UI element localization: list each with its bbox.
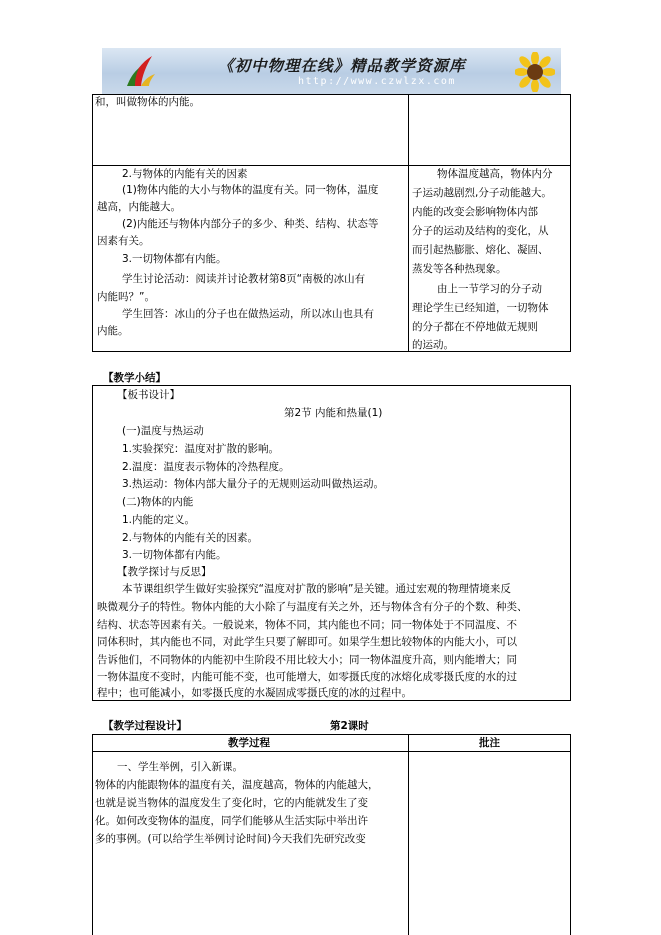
process-line: 物体的内能跟物体的温度有关，温度越高，物体的内能越大， xyxy=(95,779,379,791)
paragraph-line: 学生讨论活动：阅读并讨论教材第8页“南极的冰山有 xyxy=(122,273,366,285)
note-line: 蒸发等各种热现象。 xyxy=(412,263,507,275)
paragraph-line: 3.一切物体都有内能。 xyxy=(122,253,227,265)
column-header-process: 教学过程 xyxy=(228,737,270,749)
paragraph-line: 学生回答：冰山的分子也在做热运动，所以冰山也具有 xyxy=(122,308,374,320)
note-line: 的运动。 xyxy=(412,339,454,351)
logo-icon xyxy=(124,54,158,88)
reflection-line: 告诉他们，不同物体的内能初中生阶段不用比较大小；同一物体温度升高，则内能增大；同 xyxy=(97,654,517,666)
note-line: 内能的改变会影响物体内部 xyxy=(412,206,538,218)
board-line: 1.内能的定义。 xyxy=(122,514,196,526)
board-line: (二)物体的内能 xyxy=(122,496,194,508)
reflection-line: 本节课组织学生做好实验探究“温度对扩散的影响”是关键。通过宏观的物理情境来反 xyxy=(122,583,511,595)
reflection-line: 程中；也可能减小，如零摄氏度的水凝固成零摄氏度的冰的过程中。 xyxy=(97,687,412,699)
board-line: (一)温度与热运动 xyxy=(122,425,204,437)
sunflower-icon xyxy=(515,52,555,92)
note-line: 子运动越剧烈,分子动能越大。 xyxy=(412,187,552,199)
process-heading: 【教学过程设计】 xyxy=(103,720,187,732)
process-line: 化。如何改变物体的温度，同学们能够从生活实际中举出许 xyxy=(95,815,368,827)
paragraph-line: 内能吗？”。 xyxy=(97,291,155,303)
column-header-note: 批注 xyxy=(479,737,500,749)
paragraph-line: (2)内能还与物体内部分子的多少、种类、结构、状态等 xyxy=(122,218,379,230)
board-line: 1.实验探究：温度对扩散的影响。 xyxy=(122,443,280,455)
header-title: 《初中物理在线》精品教学资源库 xyxy=(218,56,466,75)
paragraph-line: 内能。 xyxy=(97,325,129,337)
paragraph-line: 因素有关。 xyxy=(97,235,150,247)
paragraph-line: (1)物体内能的大小与物体的温度有关。同一物体，温度 xyxy=(122,184,379,196)
board-line: 3.热运动：物体内部大量分子的无规则运动叫做热运动。 xyxy=(122,478,385,490)
reflection-line: 映微观分子的特性。物体内能的大小除了与温度有关之外，还与物体含有分子的个数、种类、 xyxy=(97,601,528,613)
note-line: 物体温度越高，物体内分 xyxy=(437,168,553,180)
board-line: 2.温度：温度表示物体的冷热程度。 xyxy=(122,461,290,473)
reflection-line: 一物体温度不变时，内能可能不变，也可能增大，如零摄氏度的冰熔化成零摄氏度的水的过 xyxy=(97,671,517,683)
table-cell-text: 和，叫做物体的内能。 xyxy=(95,96,200,108)
note-line: 由上一节学习的分子动 xyxy=(437,283,542,295)
reflection-line: 结构、状态等因素有关。一般说来，物体不同，其内能也不同；同一物体处于不同温度、不 xyxy=(97,619,517,631)
note-line: 而引起热膨胀、熔化、凝固、 xyxy=(412,244,549,256)
note-line: 分子的运动及结构的变化，从 xyxy=(412,225,549,237)
summary-heading: 【教学小结】 xyxy=(103,372,166,384)
board-line: 2.与物体的内能有关的因素。 xyxy=(122,532,259,544)
board-title: 第2节 内能和热量(1) xyxy=(284,407,383,419)
board-line: 3.一切物体都有内能。 xyxy=(122,549,227,561)
lesson-number: 第2课时 xyxy=(330,720,369,732)
note-line: 理论学生已经知道，一切物体 xyxy=(412,302,549,314)
reflection-line: 同体积时，其内能也不同，对此学生只要了解即可。如果学生想比较物体的内能大小，可以 xyxy=(97,636,517,648)
process-line: 也就是说当物体的温度发生了变化时，它的内能就发生了变 xyxy=(95,797,368,809)
header-url[interactable]: http://www.czwlzx.com xyxy=(298,76,456,87)
process-line: 多的事例。(可以给学生举例讨论时间)今天我们先研究改变 xyxy=(95,833,366,845)
paragraph-line: 越高，内能越大。 xyxy=(97,201,181,213)
note-line: 的分子都在不停地做无规则 xyxy=(412,321,538,333)
process-line: 一、学生举例，引入新课。 xyxy=(117,761,243,773)
board-label: 【板书设计】 xyxy=(117,389,180,401)
reflection-label: 【教学探讨与反思】 xyxy=(117,566,212,578)
header-banner xyxy=(102,48,561,94)
factor-heading: 2.与物体的内能有关的因素 xyxy=(122,168,248,180)
